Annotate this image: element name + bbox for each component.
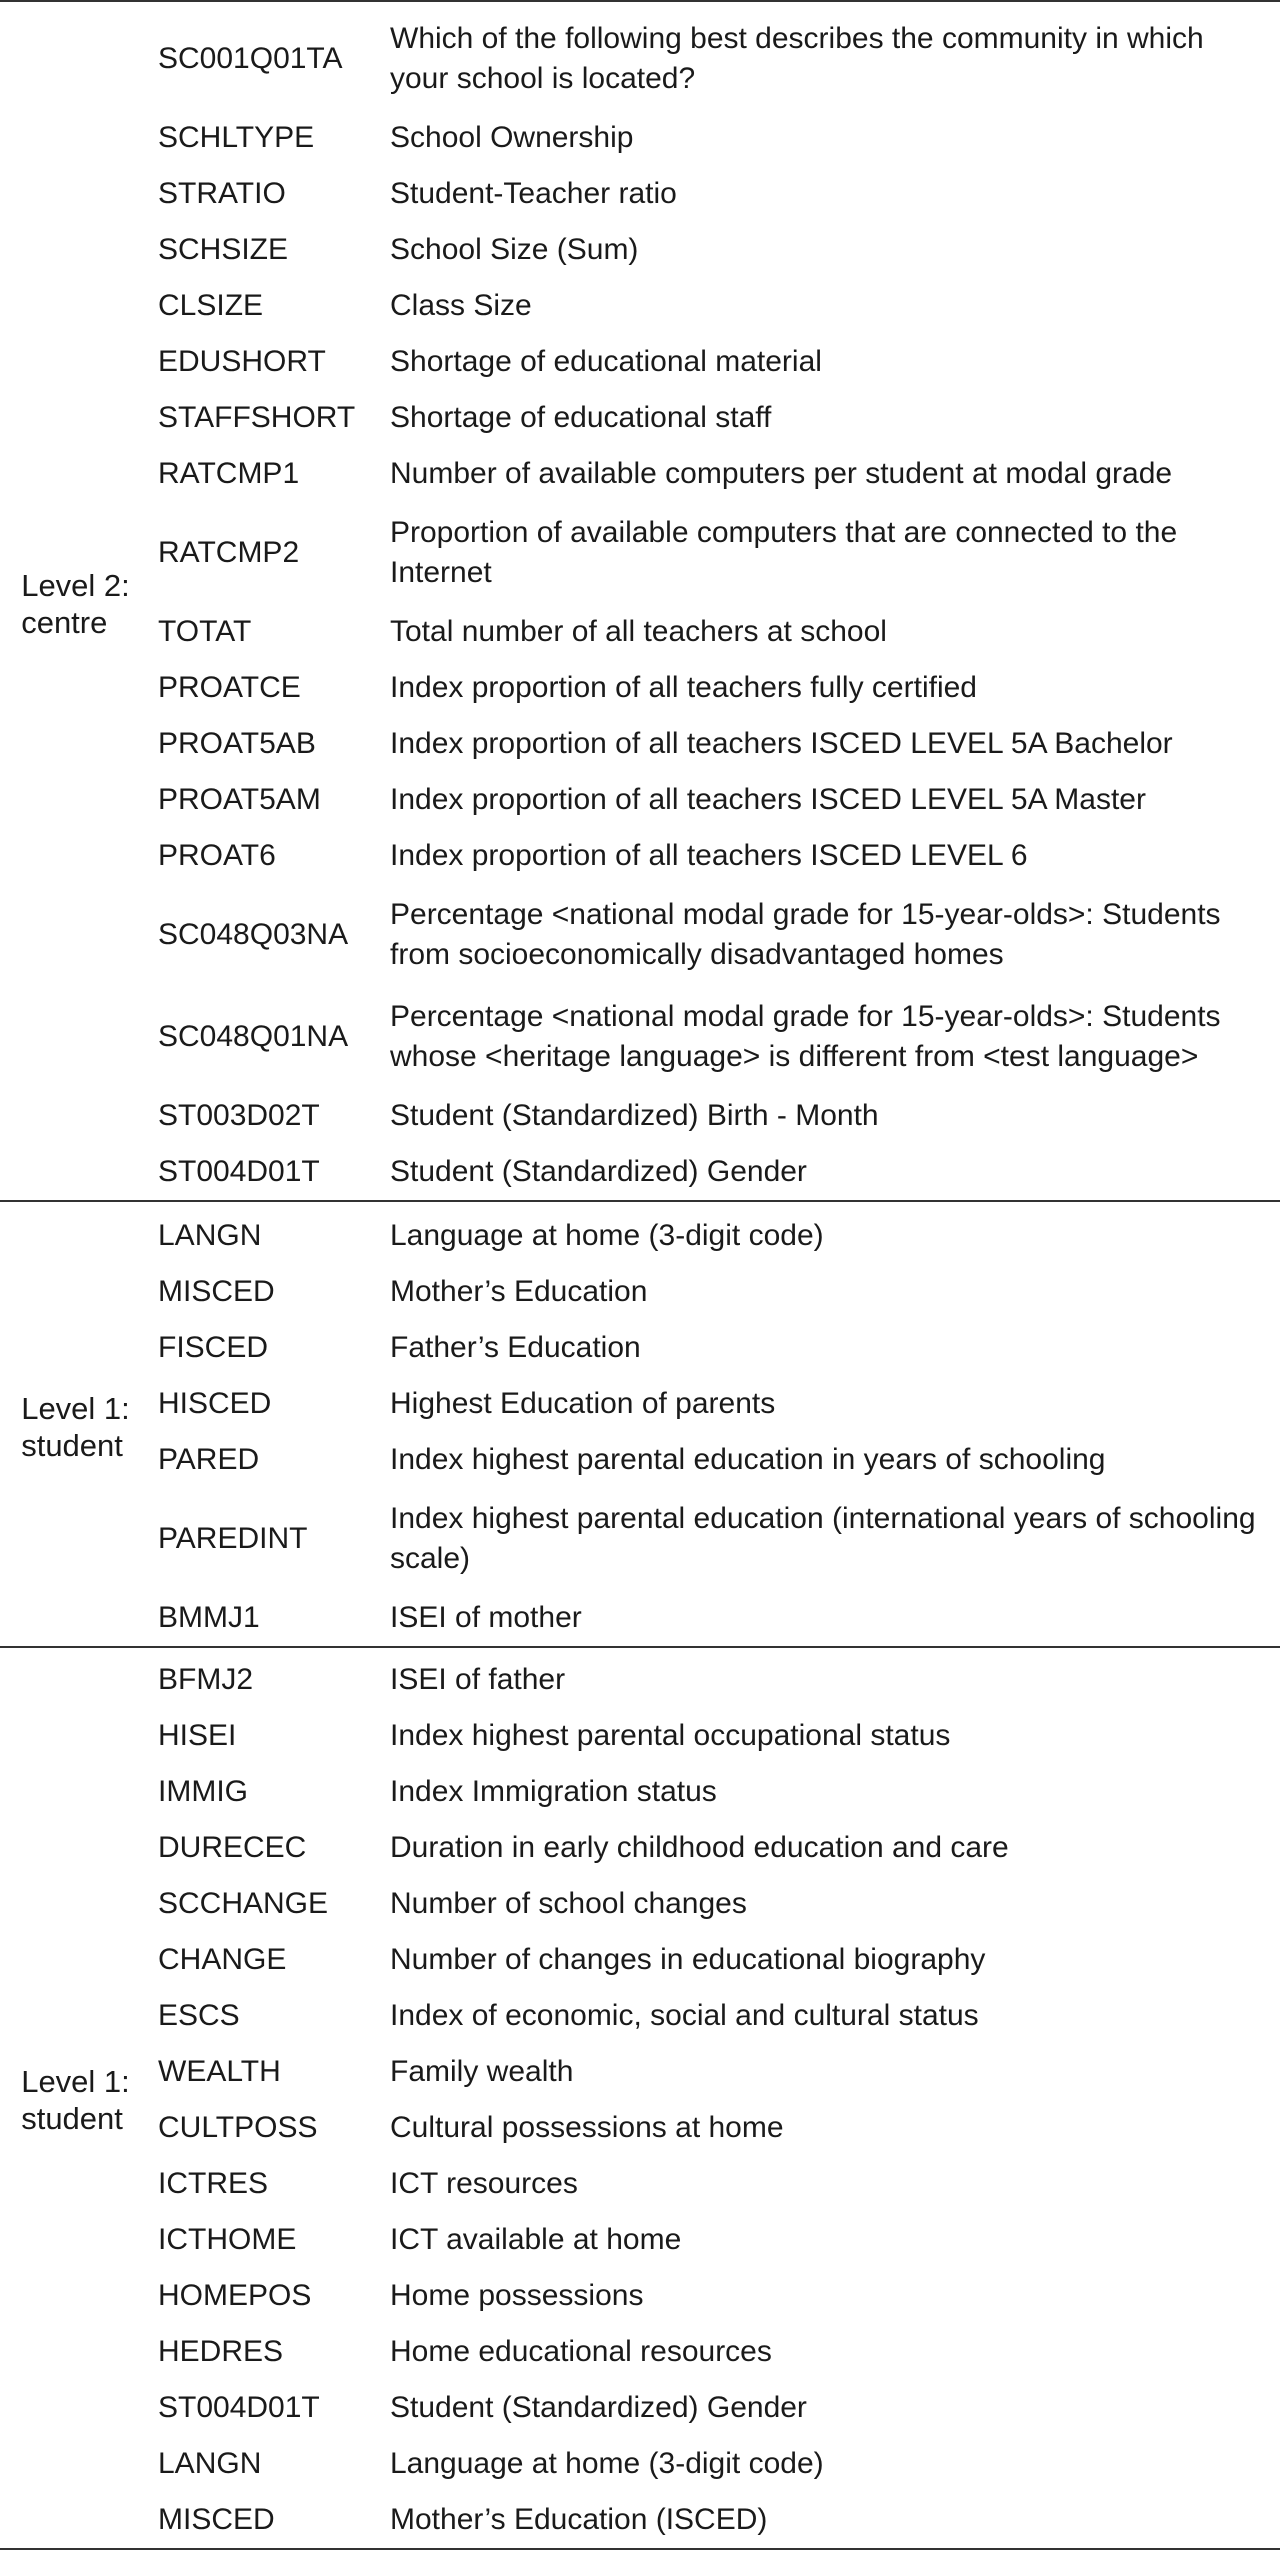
table-row: [145, 446, 1280, 502]
variable-description: Language at home (3-digit code): [390, 1219, 824, 1252]
table-section: [0, 1648, 1280, 2550]
table-row: [145, 1320, 1280, 1376]
variable-code: ESCS: [158, 1999, 240, 2032]
variable-code: PROATCE: [158, 671, 301, 704]
variable-code: ICTRES: [158, 2167, 269, 2200]
table-row: [145, 2156, 1280, 2212]
table-row: [145, 222, 1280, 278]
variable-code: MISCED: [158, 1275, 275, 1308]
variable-code: ST003D02T: [158, 1099, 320, 1132]
variable-description: Index proportion of all teachers ISCED LEVEL 6: [390, 839, 1028, 872]
variable-description: Which of the following best describes the community in which your school is located?: [390, 22, 1204, 95]
variable-description: Shortage of educational staff: [390, 401, 772, 434]
table-row: [145, 1652, 1280, 1708]
variable-description: Number of available computers per student at modal grade: [390, 457, 1173, 490]
variable-description: Number of school changes: [390, 1887, 747, 1920]
table-row: [145, 1764, 1280, 1820]
variable-description: Student (Standardized) Gender: [390, 1155, 807, 1188]
variable-description: Total number of all teachers at school: [390, 615, 887, 648]
table-row: [145, 2492, 1280, 2548]
variable-description: Index proportion of all teachers fully certified: [390, 671, 977, 704]
variable-code: PROAT5AM: [158, 783, 321, 816]
table-section: [0, 0, 1280, 1202]
variable-description: ISEI of mother: [390, 1601, 582, 1634]
table-row: [145, 1876, 1280, 1932]
table-row: [145, 1932, 1280, 1988]
variable-code: PROAT5AB: [158, 727, 316, 760]
variable-code: BMMJ1: [158, 1601, 260, 1634]
variable-code: PROAT6: [158, 839, 276, 872]
variable-description: Shortage of educational material: [390, 345, 822, 378]
table-row: [145, 828, 1280, 884]
variable-code: HEDRES: [158, 2335, 284, 2368]
variable-code: FISCED: [158, 1331, 269, 1364]
table-row: [145, 334, 1280, 390]
level-label: Level 1: student: [21, 2064, 130, 2136]
variable-description: Index highest parental education in years of schooling: [390, 1443, 1106, 1476]
table-row: [145, 502, 1280, 604]
variable-description: Mother’s Education (ISCED): [390, 2503, 768, 2536]
level-label: Level 2: centre: [21, 568, 130, 640]
variable-description: Index highest parental occupational status: [390, 1719, 951, 1752]
table-row: [145, 1144, 1280, 1200]
variable-description: ISEI of father: [390, 1663, 566, 1696]
table-row: [145, 1988, 1280, 2044]
level-cell: [0, 1652, 145, 2548]
variable-description: Index highest parental education (international years of schooling scale): [390, 1502, 1256, 1575]
level-label: Level 1: student: [21, 1391, 130, 1463]
variable-code: STRATIO: [158, 177, 286, 210]
variable-description: Home possessions: [390, 2279, 644, 2312]
variable-code: SC048Q03NA: [158, 918, 349, 951]
table-section: [0, 1202, 1280, 1648]
variable-description: Student-Teacher ratio: [390, 177, 677, 210]
table-row: [145, 604, 1280, 660]
table-row: [145, 2436, 1280, 2492]
variable-code: SC048Q01NA: [158, 1020, 349, 1053]
table-row: [145, 166, 1280, 222]
variable-code: HISCED: [158, 1387, 272, 1420]
variable-code: RATCMP1: [158, 457, 300, 490]
variable-description: Language at home (3-digit code): [390, 2447, 824, 2480]
table-row: [145, 1088, 1280, 1144]
table-row: [145, 660, 1280, 716]
table-row: [145, 390, 1280, 446]
variable-description: Family wealth: [390, 2055, 574, 2088]
table-row: [145, 2100, 1280, 2156]
variable-description: Student (Standardized) Birth - Month: [390, 1099, 879, 1132]
table-row: [145, 1264, 1280, 1320]
level-cell: [0, 8, 145, 1200]
table-row: [145, 2212, 1280, 2268]
table-row: [145, 110, 1280, 166]
variable-description: ICT resources: [390, 2167, 578, 2200]
variable-code: CHANGE: [158, 1943, 287, 1976]
table-row: [145, 1208, 1280, 1264]
variable-code: CULTPOSS: [158, 2111, 318, 2144]
variable-code: PAREDINT: [158, 1522, 308, 1555]
variable-code: IMMIG: [158, 1775, 248, 1808]
variable-code: RATCMP2: [158, 536, 300, 569]
variable-code: DURECEC: [158, 1831, 307, 1864]
variable-description: Mother’s Education: [390, 1275, 648, 1308]
variable-description: Cultural possessions at home: [390, 2111, 784, 2144]
variable-description: School Ownership: [390, 121, 634, 154]
table-row: [145, 1376, 1280, 1432]
variable-code: STAFFSHORT: [158, 401, 356, 434]
table-row: [145, 8, 1280, 110]
table-row: [145, 2044, 1280, 2100]
table-row: [145, 772, 1280, 828]
variable-code: SCCHANGE: [158, 1887, 329, 1920]
table-row: [145, 2268, 1280, 2324]
variable-code: EDUSHORT: [158, 345, 326, 378]
section-rows: [145, 8, 1280, 1200]
table-row: [145, 1708, 1280, 1764]
variable-code: BFMJ2: [158, 1663, 254, 1696]
table-row: [145, 1488, 1280, 1590]
variable-description: Index proportion of all teachers ISCED LEVEL 5A Bachelor: [390, 727, 1173, 760]
table-row: [145, 716, 1280, 772]
variable-code: WEALTH: [158, 2055, 281, 2088]
variable-description: Class Size: [390, 289, 532, 322]
variable-code: SC001Q01TA: [158, 42, 343, 75]
section-rows: [145, 1652, 1280, 2548]
variable-description: ICT available at home: [390, 2223, 682, 2256]
table-row: [145, 2380, 1280, 2436]
variable-description: Home educational resources: [390, 2335, 772, 2368]
variable-code: ICTHOME: [158, 2223, 297, 2256]
table-row: [145, 986, 1280, 1088]
variable-description: Index proportion of all teachers ISCED LEVEL 5A Master: [390, 783, 1146, 816]
variable-description: Proportion of available computers that are connected to the Internet: [390, 516, 1178, 589]
variable-description: Highest Education of parents: [390, 1387, 776, 1420]
variable-description: Duration in early childhood education and care: [390, 1831, 1009, 1864]
variable-description: School Size (Sum): [390, 233, 639, 266]
variable-code: MISCED: [158, 2503, 275, 2536]
variable-description: Percentage <national modal grade for 15-year-olds>: Students from socioeconomically disadvantaged homes: [390, 898, 1221, 971]
variable-code: LANGN: [158, 2447, 262, 2480]
variable-code: LANGN: [158, 1219, 262, 1252]
variable-code: HISEI: [158, 1719, 237, 1752]
table-row: [145, 278, 1280, 334]
section-rows: [145, 1208, 1280, 1646]
variable-code: HOMEPOS: [158, 2279, 312, 2312]
variable-code: TOTAT: [158, 615, 252, 648]
variable-code: SCHLTYPE: [158, 121, 315, 154]
variable-code: ST004D01T: [158, 1155, 320, 1188]
table-row: [145, 1590, 1280, 1646]
variable-description: Index of economic, social and cultural status: [390, 1999, 979, 2032]
table-row: [145, 884, 1280, 986]
variable-description: Percentage <national modal grade for 15-year-olds>: Students whose <heritage language> is different from <test language>: [390, 1000, 1221, 1073]
variable-code: CLSIZE: [158, 289, 264, 322]
variable-code: PARED: [158, 1443, 260, 1476]
table-row: [145, 2324, 1280, 2380]
table-row: [145, 1432, 1280, 1488]
variable-description: Student (Standardized) Gender: [390, 2391, 807, 2424]
variable-code: ST004D01T: [158, 2391, 320, 2424]
variable-description: Index Immigration status: [390, 1775, 717, 1808]
variable-description: Number of changes in educational biography: [390, 1943, 986, 1976]
variable-code: SCHSIZE: [158, 233, 289, 266]
variable-description: Father’s Education: [390, 1331, 641, 1364]
level-cell: [0, 1208, 145, 1646]
table-row: [145, 1820, 1280, 1876]
